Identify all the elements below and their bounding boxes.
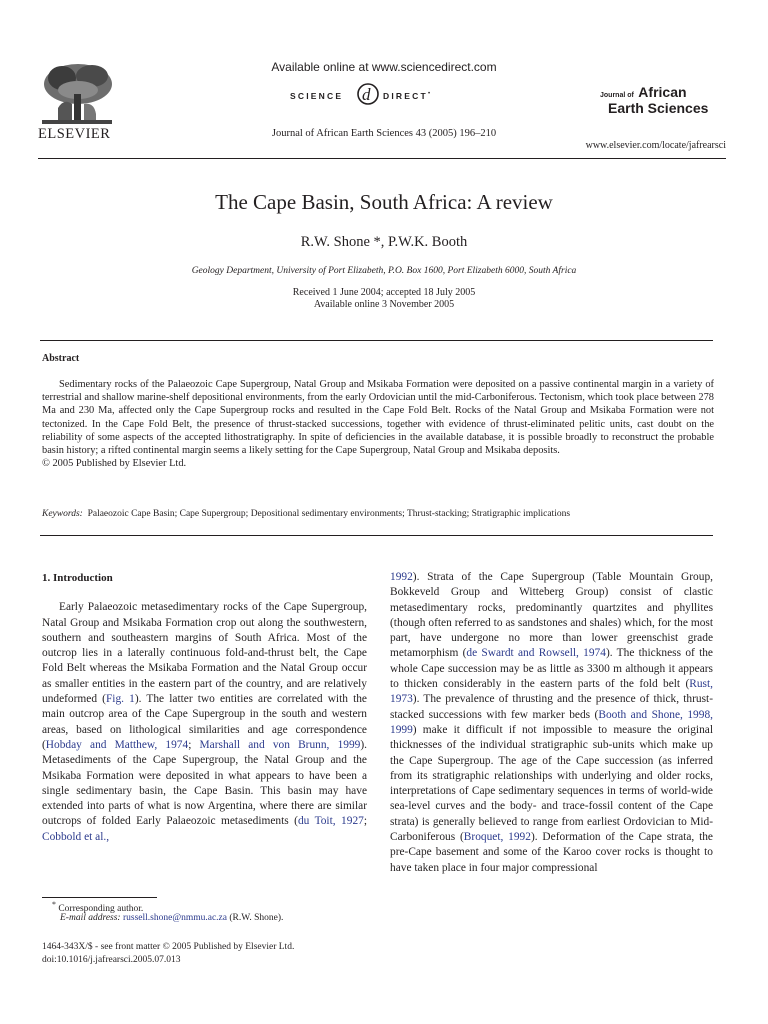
ref-link-rust[interactable]: Rust, 1973 — [390, 678, 713, 706]
header-divider — [38, 158, 726, 159]
ref-link-dutoit[interactable]: du Toit, 1927 — [297, 815, 364, 828]
abstract-body — [42, 378, 714, 470]
email-link[interactable]: russell.shone@nmmu.ac.za — [122, 913, 227, 923]
email-label: E-mail address: — [60, 913, 121, 923]
journal-brand-line2: Earth Sciences — [608, 100, 709, 116]
ref-link-cobbold[interactable]: Cobbold et al., — [42, 830, 110, 843]
journal-url-link[interactable]: www.elsevier.com/locate/jafrearsci — [585, 140, 726, 151]
intro-paragraph: Early Palaeozoic metasedimentary rocks of the Cape Supergroup, Natal Group and Msikaba Formation crop out along the southwestern, southern and southeastern margins of South Africa. Most of the outcrop lies in a laterally continuous fold-and-thrust belt, the Cape Fold Belt whereas the Msikaba Formation and the Natal Group occur as smaller entities in the eastern part of the country, and are relatively undeformed (Fig. 1). The latter two entities are correlated with the main outcrop area of the Cape Supergroup in the south and western areas, based on lithological similarities and age correspondence (Hobday and Matthew, 1974; Marshall and von Brunn, 1999). Metasediments of the Cape Supergroup, the Natal Group and the Msikaba Formation were deposited in what appears to have been a single sedimentary basin, the Cape Basin. This basin may have extended into parts of what is now Argentina, where there are similar outcrops of folded Early Palaeozoic metasediments (du Toit, 1927; Cobbold et al., — [42, 601, 368, 843]
footnote-mark: * — [52, 900, 56, 909]
abstract-copyright: © 2005 Published by Elsevier Ltd. — [42, 458, 187, 470]
ref-link-booth[interactable]: Booth and Shone, 1998, 1999 — [390, 708, 713, 736]
ref-link-marshall[interactable]: Marshall and von Brunn, 1999 — [199, 738, 361, 751]
journal-brand — [600, 84, 720, 116]
body-right-column — [390, 570, 713, 876]
section-heading: 1. Introduction — [42, 572, 113, 584]
svg-text:•: • — [428, 91, 431, 97]
article-authors: R.W. Shone *, P.W.K. Booth — [300, 234, 468, 250]
abstract-top-divider — [40, 340, 713, 341]
abstract-text: Sedimentary rocks of the Palaeozoic Cape Supergroup, Natal Group and Msikaba Formation were deposited on a passive continental margin in a variety of terrestrial and shallow marine-shelf depositional environments, from the early Ordovician until the mid-Carboniferous. Tectonism, which took place between 278 Ma and 230 Ma, affected only the Cape Supergroup rocks and resulted in the Cape Fold Belt. Rocks of the Natal Group and Msikaba Formation were not tectonized. In the Cape Fold Belt, the presence of thrust-stacked successions, together with evidence of thrust-eliminated pelitic units, cast doubt on the reliability of some aspects of the accepted lithostratigraphy. In spite of deficiencies in the available database, it is possible broadly to reconstruct the probable basin history; a rifted continental margin seems a likely setting for the Cape Supergroup, Natal Group and Msikaba deposits. — [42, 379, 714, 457]
abstract-bottom-divider — [40, 535, 713, 536]
sciencedirect-left-word: SCIENCE — [290, 91, 344, 101]
ref-link-fig1[interactable]: Fig. 1 — [105, 693, 135, 706]
abstract-heading: Abstract — [42, 353, 80, 364]
doi-line: doi:10.1016/j.jafrearsci.2005.07.013 — [42, 955, 181, 965]
ref-link-deswardt[interactable]: de Swardt and Rowsell, 1974 — [466, 647, 606, 660]
available-online-text: Available online at www.sciencedirect.com — [271, 60, 497, 74]
author-affiliation: Geology Department, University of Port Elizabeth, P.O. Box 1600, Port Elizabeth 6000, South Africa — [191, 266, 577, 276]
keywords-text: Palaeozoic Cape Basin; Cape Supergroup; Depositional sedimentary environments; Thrust-stacking; Stratigraphic implications — [87, 509, 571, 519]
footnote-divider — [42, 897, 157, 898]
article-title: The Cape Basin, South Africa: A review — [215, 190, 553, 214]
ref-link-broquet[interactable]: Broquet, 1992 — [463, 831, 531, 844]
body-left-column — [42, 570, 367, 845]
journal-brand-line1: African — [638, 84, 687, 100]
publisher-name: ELSEVIER — [38, 126, 111, 142]
sciencedirect-right-word: DIRECT — [383, 91, 428, 101]
available-date: Available online 3 November 2005 — [313, 299, 455, 310]
journal-citation: Journal of African Earth Sciences 43 (2005) 196–210 — [271, 128, 497, 139]
ref-link-cobbold-year[interactable]: 1992 — [390, 571, 413, 583]
imprint-line: 1464-343X/$ - see front matter © 2005 Published by Elsevier Ltd. — [42, 942, 295, 952]
keywords-label: Keywords: — [42, 509, 83, 519]
sciencedirect-logo — [286, 80, 486, 108]
footnote-email — [60, 913, 283, 923]
journal-brand-small: Journal of — [600, 92, 634, 99]
ref-link-hobday[interactable]: Hobday and Matthew, 1974 — [45, 738, 189, 751]
email-suffix: (R.W. Shone). — [226, 913, 284, 923]
keywords-line — [42, 509, 714, 519]
intro-paragraph-continued: 1992). Strata of the Cape Supergroup (Table Mountain Group, Bokkeveld Group and Witteberg Group) consist of clastic metasedimentary rocks, predominantly quartzites and phyllites (though often referred to as sandstones and shales) which, for the most part, have undergone no more than lower greenschist grade metamorphism (de Swardt and Rowsell, 1974). The thickness of the whole Cape succession may be as little as 3300 m although it appears to thicken considerably in the eastern parts of the fold belt (Rust, 1973). The prevalence of thrusting and the presence of thick, thrust-stacked successions with few marker beds (Booth and Shone, 1998, 1999) make it difficult if not impossible to measure the original thicknesses of the individual stratigraphic sub-units which make up the Cape Supergroup. The age of the Cape succession (as inferred from its stratigraphic relationships with underlying and older rocks, interpretations of Cape sedimentary sequences in terms of world-wide sea-level curves and the body- and trace-fossil content of the Cape strata) is generally believed to range from earliest Ordovician to Mid-Carboniferous (Broquet, 1992). Deformation of the Cape strata, the pre-Cape basement and some of the Karoo cover rocks is thought to have taken place in four major compressional — [390, 571, 713, 874]
footnote-corresponding-text: Corresponding author. — [58, 904, 144, 915]
received-dates: Received 1 June 2004; accepted 18 July 2005 — [292, 287, 476, 298]
svg-text:d: d — [362, 85, 371, 104]
